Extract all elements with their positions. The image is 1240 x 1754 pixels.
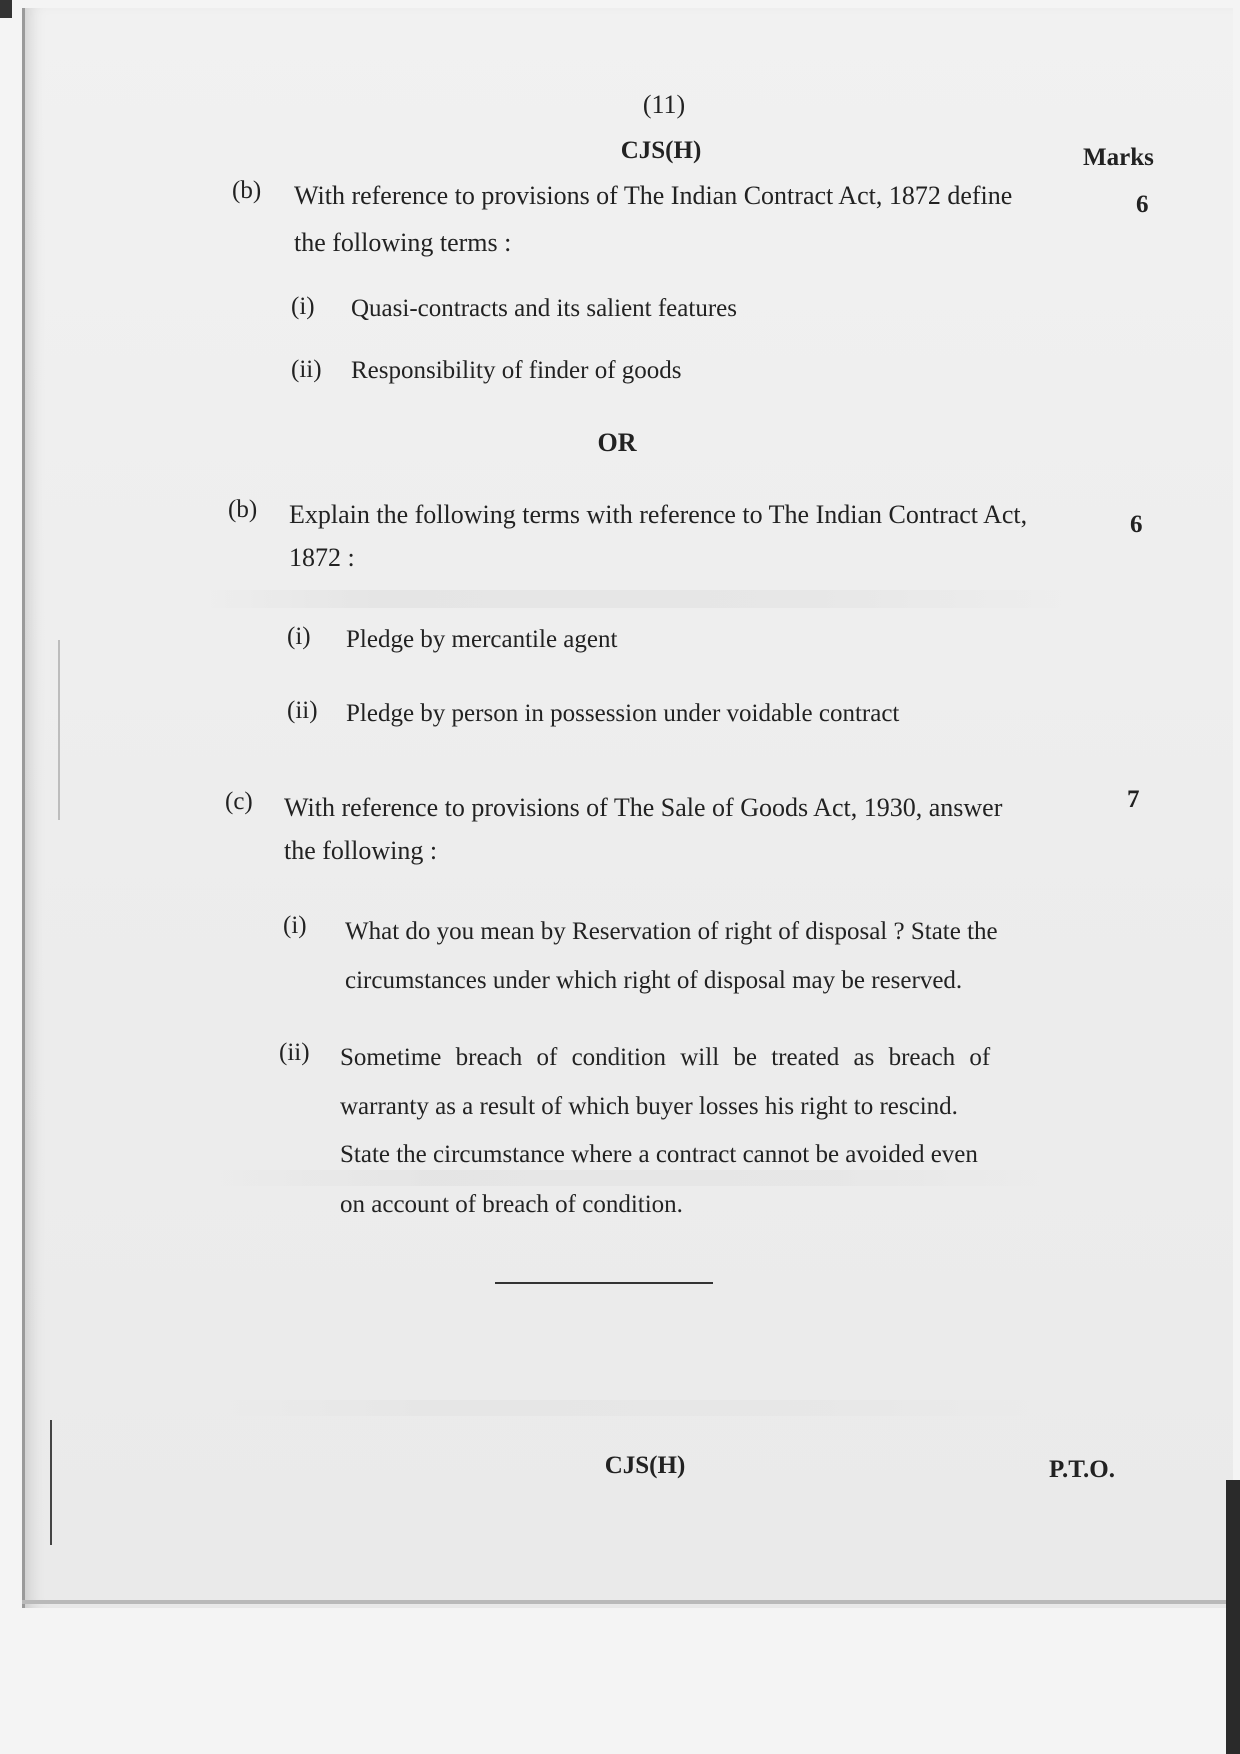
scan-edge-bar (1226, 1480, 1240, 1754)
sub-item-text: Quasi-contracts and its salient features (351, 295, 737, 322)
end-of-section-rule (495, 1282, 713, 1284)
question-marks: 7 (1127, 786, 1140, 813)
show-through-texture (200, 590, 1080, 608)
sub-item-text-line: warranty as a result of which buyer losses his right to rescind. (340, 1093, 958, 1120)
sub-item-text: Pledge by mercantile agent (346, 626, 618, 653)
sub-item-label: (ii) (279, 1039, 310, 1066)
sub-item-text: Responsibility of finder of goods (351, 357, 682, 384)
question-text-line: With reference to provisions of The Indian Contract Act, 1872 define (294, 181, 1013, 210)
pto-note: P.T.O. (1049, 1456, 1115, 1483)
show-through-texture (220, 1170, 1040, 1186)
sub-item-text-line: Sometime breach of condition will be treated as breach of (340, 1044, 991, 1071)
footer-paper-code: CJS(H) (604, 1452, 686, 1479)
paper-code: CJS(H) (620, 137, 702, 164)
sub-item-text-line: circumstances under which right of disposal may be reserved. (345, 967, 963, 994)
question-label: (b) (232, 177, 262, 204)
question-text-line: With reference to provisions of The Sale of Goods Act, 1930, answer (284, 793, 1003, 822)
question-label: (c) (225, 788, 253, 815)
sub-item-text: Pledge by person in possession under voidable contract (346, 700, 900, 727)
question-text-line: the following terms : (294, 228, 512, 257)
question-marks: 6 (1136, 191, 1149, 218)
binding-shadow (58, 640, 60, 820)
page-number: (11) (642, 90, 686, 119)
sub-item-text-line: on account of breach of condition. (340, 1191, 683, 1218)
sub-item-label: (ii) (287, 697, 318, 724)
or-separator: OR (597, 428, 637, 457)
question-text-line: Explain the following terms with reference to The Indian Contract Act, (289, 500, 1028, 529)
sub-item-label: (ii) (291, 356, 322, 383)
binding-mark (50, 1420, 52, 1545)
sub-item-text-line: What do you mean by Reservation of right of disposal ? State the (345, 918, 998, 945)
scan-corner-mark (0, 0, 12, 18)
question-label: (b) (228, 496, 258, 523)
sub-item-label: (i) (283, 912, 307, 939)
show-through-texture (230, 1400, 1030, 1416)
page-bottom-edge (22, 1600, 1232, 1604)
question-marks: 6 (1130, 511, 1143, 538)
sub-item-text-line: State the circumstance where a contract cannot be avoided even (340, 1141, 978, 1168)
question-text-line: 1872 : (289, 543, 355, 572)
sub-item-label: (i) (291, 293, 315, 320)
sub-item-label: (i) (287, 623, 311, 650)
question-text-line: the following : (284, 836, 438, 865)
marks-heading: Marks (1083, 144, 1154, 171)
